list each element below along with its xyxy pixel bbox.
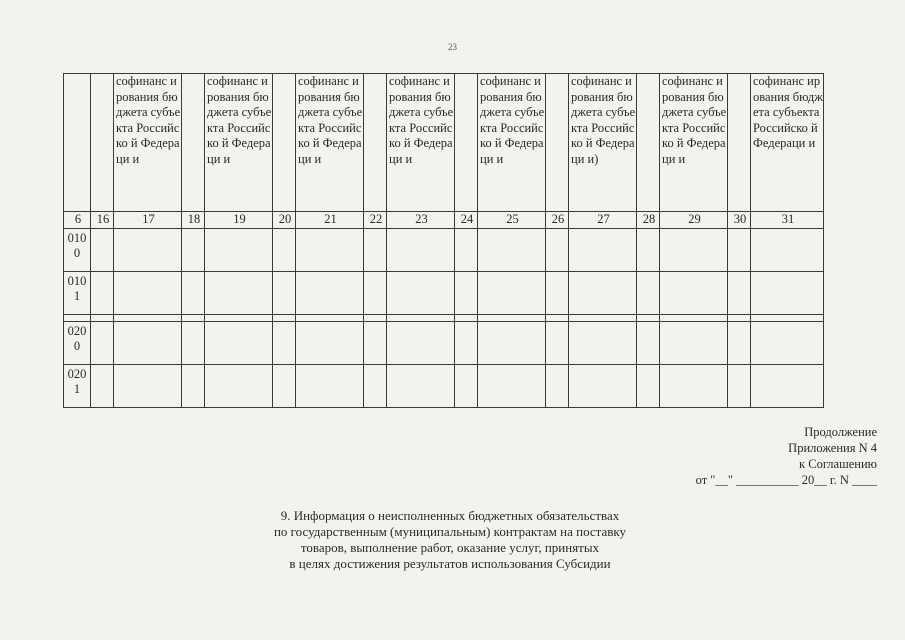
- column-number-cell: 6: [64, 212, 91, 229]
- header-cell-18: [182, 74, 205, 212]
- column-number-cell: 23: [387, 212, 455, 229]
- column-number-cell: 29: [660, 212, 728, 229]
- continuation-line: Приложения N 4: [788, 441, 877, 455]
- row-code-cell: 020 1: [64, 364, 91, 407]
- header-cell-16: [91, 74, 114, 212]
- continuation-block: [696, 424, 877, 488]
- header-cell-22: [364, 74, 387, 212]
- header-cell-17: софинанс ирования бюджета субъекта Российско й Федераци и: [114, 74, 182, 212]
- column-number-row: [64, 212, 824, 229]
- table-row: [64, 321, 824, 364]
- header-cell-26: [546, 74, 569, 212]
- header-row: [64, 74, 824, 212]
- column-number-cell: 24: [455, 212, 478, 229]
- column-number-cell: 31: [751, 212, 824, 229]
- header-cell-29: софинанс ирования бюджета субъекта Российско й Федераци и: [660, 74, 728, 212]
- column-number-cell: 27: [569, 212, 637, 229]
- header-cell-23: софинанс ирования бюджета субъекта Российско й Федераци и: [387, 74, 455, 212]
- section-title-line: товаров, выполнение работ, оказание услуг, принятых: [300, 540, 600, 555]
- header-cell-27: софинанс ирования бюджета субъекта Российско й Федераци и): [569, 74, 637, 212]
- table-row: [64, 314, 824, 321]
- column-number-cell: 20: [273, 212, 296, 229]
- column-number-cell: 30: [728, 212, 751, 229]
- continuation-line: Продолжение: [804, 425, 877, 439]
- column-number-cell: 26: [546, 212, 569, 229]
- header-cell-21: софинанс ирования бюджета субъекта Российско й Федераци и: [296, 74, 364, 212]
- column-number-cell: 19: [205, 212, 273, 229]
- row-code-cell: 010 0: [64, 228, 91, 271]
- section-title-line: в целях достижения результатов использования Субсидии: [289, 556, 611, 571]
- row-code-cell: 020 0: [64, 321, 91, 364]
- column-number-cell: 16: [91, 212, 114, 229]
- header-cell-28: [637, 74, 660, 212]
- section-title: [190, 508, 710, 572]
- header-cell-31: софинанс ирования бюджета субъекта Российско й Федераци и: [751, 74, 824, 212]
- header-cell-20: [273, 74, 296, 212]
- section-title-line: по государственным (муниципальным) контрактам на поставку: [273, 524, 627, 539]
- continuation-line: к Соглашению: [799, 457, 877, 471]
- table-row: [64, 364, 824, 407]
- table-row: [64, 228, 824, 271]
- section-title-line: 9. Информация о неисполненных бюджетных обязательствах: [280, 508, 620, 523]
- header-cell-25: софинанс ирования бюджета субъекта Российско й Федераци и: [478, 74, 546, 212]
- table-row: [64, 271, 824, 314]
- header-cell-30: [728, 74, 751, 212]
- data-table: [63, 73, 824, 408]
- header-cell-19: софинанс ирования бюджета субъекта Российско й Федераци и: [205, 74, 273, 212]
- header-cell-6: [64, 74, 91, 212]
- column-number-cell: 21: [296, 212, 364, 229]
- column-number-cell: 18: [182, 212, 205, 229]
- continuation-line: от "__" __________ 20__ г. N ____: [695, 473, 877, 487]
- page-number: 23: [448, 42, 457, 52]
- header-cell-24: [455, 74, 478, 212]
- column-number-cell: 22: [364, 212, 387, 229]
- column-number-cell: 28: [637, 212, 660, 229]
- column-number-cell: 25: [478, 212, 546, 229]
- column-number-cell: 17: [114, 212, 182, 229]
- row-code-cell: 010 1: [64, 271, 91, 314]
